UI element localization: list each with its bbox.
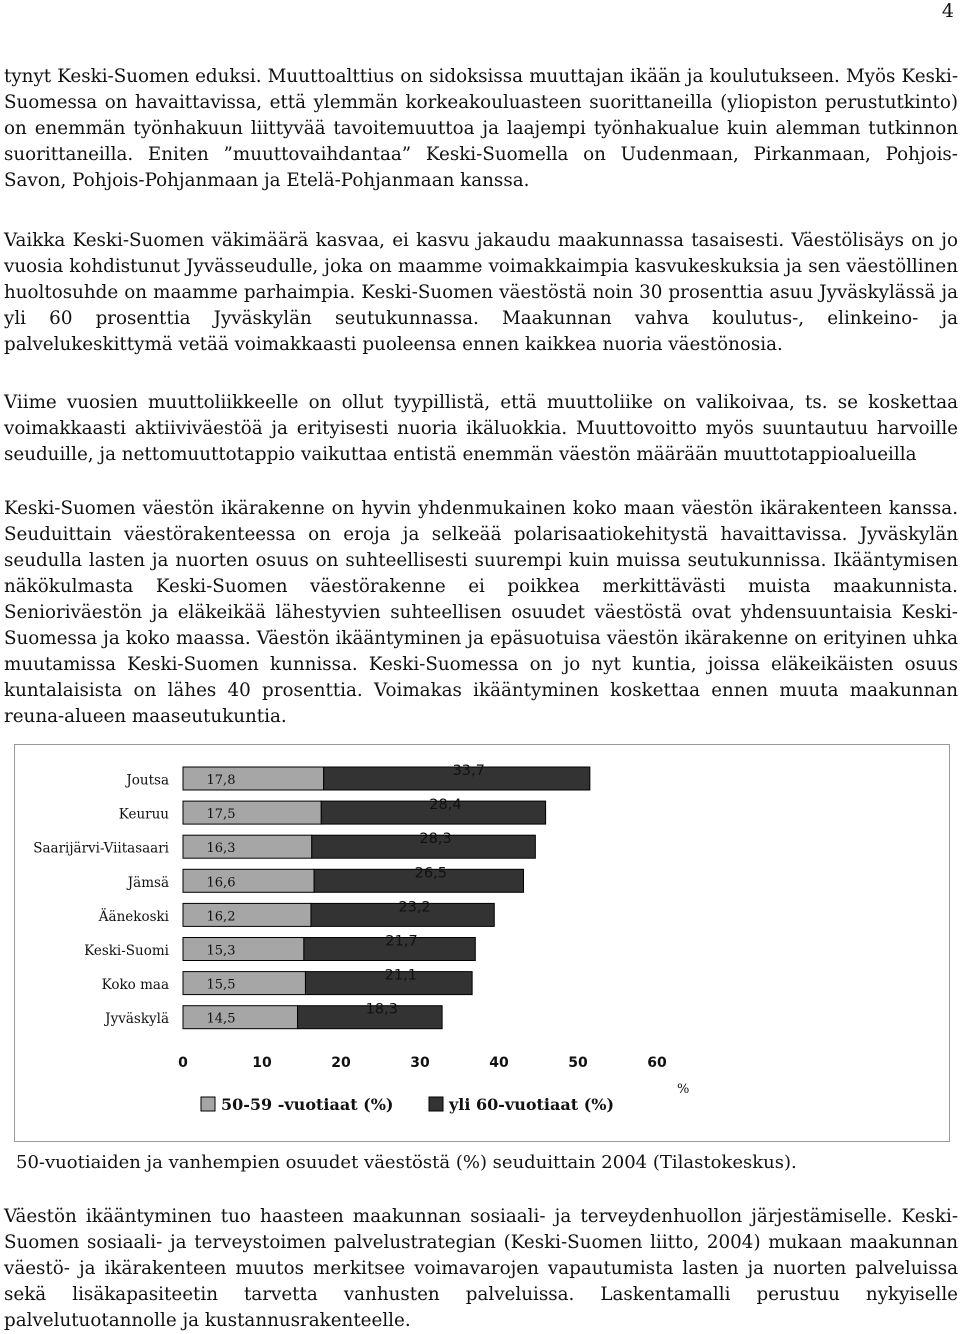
category-label: Jyväskylä	[105, 1011, 169, 1028]
data-label: 17,5	[206, 807, 236, 823]
x-tick-label: 10	[252, 1055, 272, 1071]
body-paragraph-2: Vaikka Keski-Suomen väkimäärä kasvaa, ei kasvu jakaudu maakunnassa tasaisesti. Väestölisäys on jo vuosia kohdistunut Jyvässeudulle, joka on maamme voimakkaimpia kasvukeskuksia ja sen väestöllinen huoltosuhde on maamme parhaimpia. Keski-Suomen väestöstä noin 30 prosenttia asuu Jyväskylässä ja yli 60 prosenttia Jyväskylän seutukunnassa. Maakunnan vahva koulutus-, elinkeino- ja palvelukeskittymä vetää voimakkaasti puoleensa ennen kaikkea nuoria väestönosia.	[4, 230, 958, 355]
chart-caption: 50-vuotiaiden ja vanhempien osuudet väestöstä (%) seuduittain 2004 (Tilastokeskus).	[16, 1152, 797, 1173]
data-label: 16,3	[206, 841, 236, 857]
x-tick-label: 60	[647, 1055, 667, 1071]
data-label: 28,3	[419, 831, 452, 848]
data-label: 15,3	[206, 943, 236, 959]
data-label: 15,5	[206, 977, 236, 993]
chart-svg	[15, 745, 949, 1141]
category-label: Keski-Suomi	[84, 943, 169, 959]
data-label: 21,1	[384, 967, 417, 984]
body-paragraph-3: Viime vuosien muuttoliikkeelle on ollut tyypillistä, että muuttoliike on valikoivaa, ts. se koskettaa voimakkaasti aktiiviväestöä ja erityisesti nuoria ikäluokkia. Muuttovoitto myös suuntautuu harvoille seuduille, ja nettomuuttotappio vaikuttaa entistä enemmän väestön määrään muuttotappioalueilla	[4, 392, 958, 465]
x-tick-label: 30	[410, 1055, 430, 1071]
category-label: Koko maa	[101, 977, 169, 994]
data-label: 26,5	[414, 865, 447, 882]
bar-50-59	[183, 1006, 298, 1029]
bar-50-59	[183, 801, 321, 824]
data-label: 17,8	[206, 773, 236, 788]
body-paragraph-4: Keski-Suomen väestön ikärakenne on hyvin yhdenmukainen koko maan väestön ikärakenteen kanssa. Seuduittain väestörakenteessa on eroja ja selkeää polarisaatiokehitystä havaittavissa. Jyväskylän seudulla lasten ja nuorten osuus on suhteellisesti suurempi kuin muissa seutukunnissa. Ikääntymisen näkökulmasta Keski-Suomen väestörakenne ei poikkea merkittävästi muista maakunnista. Senioriväestön ja eläkeikää lähestyvien suhteellisen osuudet väestöstä ovat yhdensuuntaisia Keski-Suomessa ja koko maassa. Väestön ikääntyminen ja epäsuotuisa väestön ikärakenne on erityinen uhka muutamissa Keski-Suomen kunnissa. Keski-Suomessa on jo nyt kuntia, joissa eläkeikäisten osuus kuntalaisista on lähes 40 prosenttia. Voimakas ikääntyminen koskettaa ennen muuta maakunnan reuna-alueen maaseutukuntia.	[4, 498, 958, 727]
data-label: 23,2	[398, 899, 431, 916]
legend-label: yli 60-vuotiaat (%)	[449, 1095, 615, 1114]
age-structure-chart	[14, 744, 950, 1142]
bar-50-59	[183, 835, 312, 858]
category-label: Saarijärvi-Viitasaari	[33, 840, 169, 857]
data-label: 21,7	[385, 933, 418, 950]
legend-swatch-50-59	[201, 1097, 215, 1111]
x-tick-label: 0	[178, 1055, 188, 1071]
bar-50-59	[183, 869, 314, 892]
data-label: 16,6	[206, 875, 236, 891]
x-tick-label: 20	[331, 1055, 351, 1071]
body-paragraph-1: tynyt Keski-Suomen eduksi. Muuttoalttius on sidoksissa muuttajan ikään ja koulutukseen. Myös Keski-Suomessa on havaittavissa, että ylemmän korkeakouluasteen suorittaneilla (yliopiston perustutkinto) on enemmän työnhakuun liittyvää tavoitemuuttoa ja laajempi työnhakualue kuin alemman tutkinnon suorittaneilla. Eniten ”muuttovaihdantaa” Keski-Suomella on Uudenmaan, Pirkanmaan, Pohjois-Savon, Pohjois-Pohjanmaan ja Etelä-Pohjanmaan kanssa.	[4, 66, 958, 191]
x-tick-label: 50	[568, 1055, 588, 1071]
data-label: 33,7	[452, 763, 485, 779]
bar-50-59	[183, 972, 305, 995]
category-label: Äänekoski	[98, 908, 169, 925]
page-number: 4	[941, 0, 954, 22]
category-label: Joutsa	[126, 772, 169, 789]
x-tick-label: 40	[489, 1055, 509, 1071]
category-label: Keuruu	[118, 806, 169, 823]
x-axis-unit: %	[677, 1082, 690, 1097]
closing-paragraph: Väestön ikääntyminen tuo haasteen maakunnan sosiaali- ja terveydenhuollon järjestämiselle. Keski-Suomen sosiaali- ja terveystoimen palvelustrategian (Keski-Suomen liitto, 2004) mukaan maakunnan väestö- ja ikärakenteen muutos merkitsee voimavarojen vapautumista lasten ja nuorten palveluissa sekä lisäkapasiteetin tarvetta vanhusten palveluissa. Laskentamalli perustuu nykyiselle palvelutuotannolle ja kustannusrakenteelle.	[4, 1206, 958, 1331]
legend-swatch-over-60	[429, 1097, 443, 1111]
bar-50-59	[183, 903, 311, 926]
data-label: 28,4	[429, 797, 462, 814]
category-label: Jämsä	[127, 874, 169, 891]
bar-50-59	[183, 938, 304, 961]
data-label: 14,5	[206, 1011, 236, 1027]
bar-50-59	[183, 767, 324, 790]
data-label: 18,3	[365, 1001, 398, 1018]
legend-label: 50-59 -vuotiaat (%)	[221, 1095, 394, 1114]
data-label: 16,2	[206, 909, 236, 925]
